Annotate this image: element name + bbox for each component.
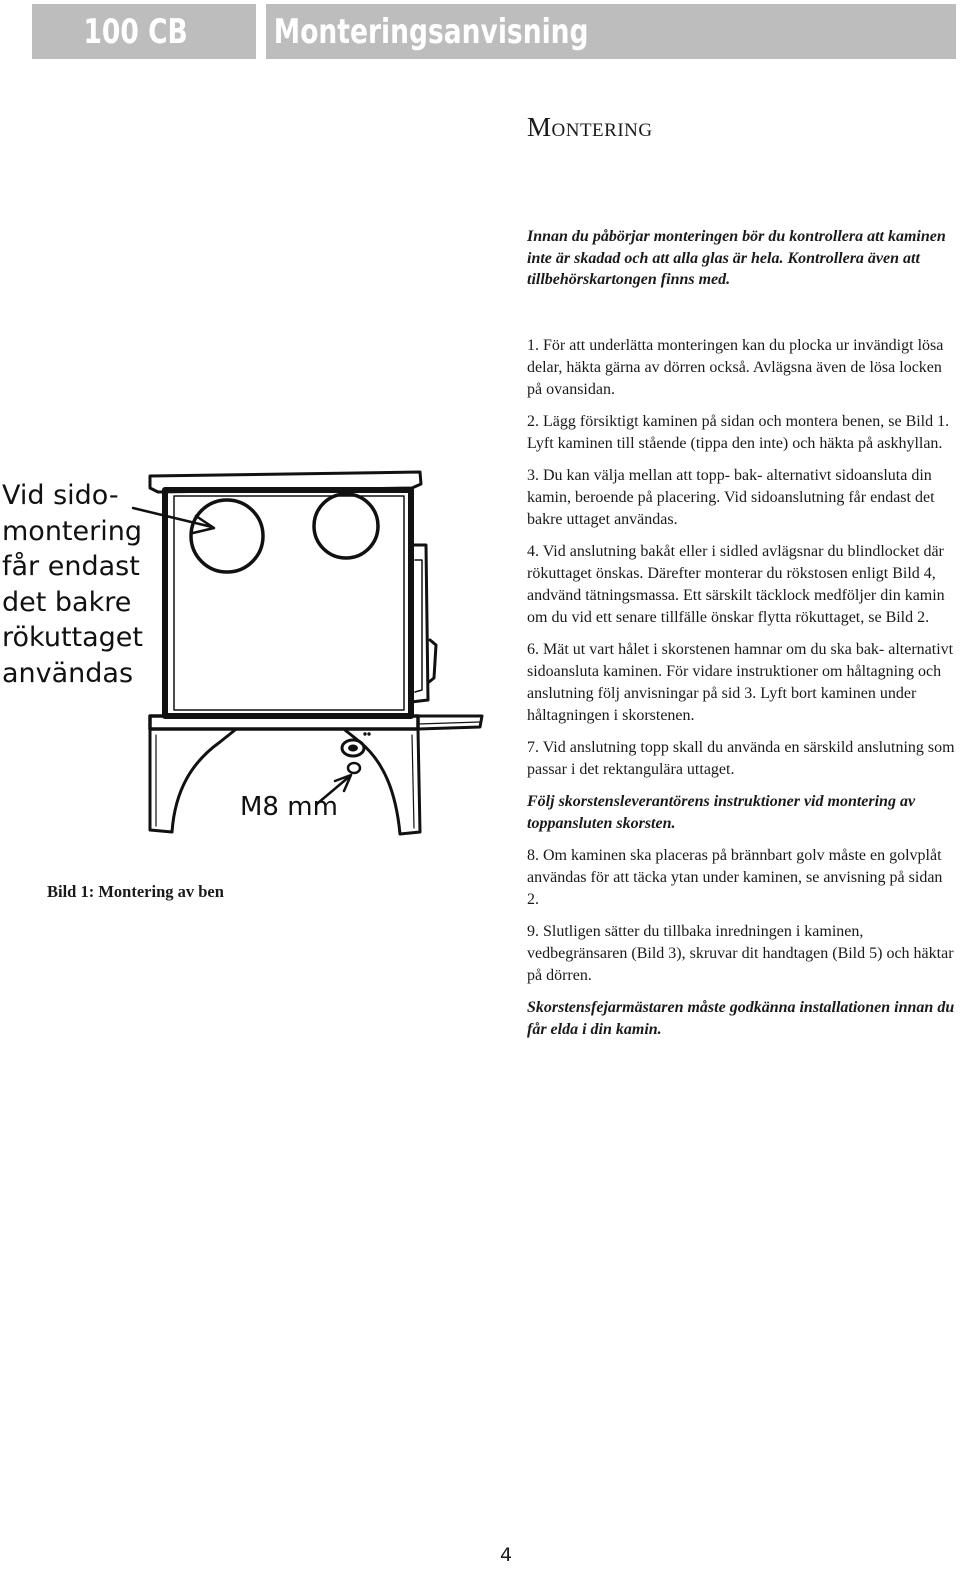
approval-note: Skorstensfejarmästaren måste godkänna installationen innan du får elda i din kamin.	[527, 999, 955, 1038]
callout-line: rökuttaget	[2, 622, 143, 653]
step-8: 8. Om kaminen ska placeras på brännbart golv måste en golvplåt användas för att täcka ytan under kaminen, se anvisning på sidan 2.	[527, 847, 943, 908]
callout-line: Vid sido-	[2, 480, 119, 511]
step-7: 7. Vid anslutning topp skall du använda en särskild anslutning som passar i det rektangulära uttaget.	[527, 739, 955, 778]
side-mount-callout	[2, 478, 152, 691]
chimney-note: Följ skorstensleverantörens instruktioner vid montering av toppansluten skorsten.	[527, 793, 916, 832]
bolt-size-label: M8 mm	[240, 792, 338, 822]
page-number: 4	[500, 1544, 513, 1566]
callout-line: användas	[2, 657, 134, 689]
section-title: Montering	[527, 112, 653, 142]
intro-paragraph: Innan du påbörjar monteringen bör du kontrollera att kaminen inte är skadad och att alla glas är hela. Kontrollera även att tillbehörskartongen finns med.	[527, 228, 946, 288]
step-1: 1. För att underlätta monteringen kan du plocka ur invändigt lösa delar, häkta gärna av dörren också. Avlägsna även de lösa locken på ovansidan.	[527, 337, 944, 398]
header-title: Monteringsanvisning	[273, 12, 589, 52]
step-9: 9. Slutligen sätter du tillbaka inredningen i kaminen, vedbegränsaren (Bild 3), skruvar dit handtagen (Bild 5) och häktar på dörren.	[527, 923, 954, 984]
callout-line: det bakre	[2, 586, 132, 618]
header-title-bar	[266, 4, 956, 59]
step-3: 3. Du kan välja mellan att topp- bak- alternativt sidoansluta din kamin, beroende på placering. Vid sidoanslutning får endast det bakre uttaget användas.	[527, 467, 935, 528]
step-2: 2. Lägg försiktigt kaminen på sidan och montera benen, se Bild 1. Lyft kaminen till stående (tippa den inte) och häkta på askhyllan.	[527, 413, 950, 452]
callout-line: får endast	[2, 551, 140, 582]
callout-line: montering	[2, 515, 142, 547]
header-model-bar	[32, 4, 256, 59]
figure-caption: Bild 1: Montering av ben	[47, 882, 224, 901]
step-6: 6. Mät ut vart hålet i skorstenen hamnar om du ska bak- alternativt sidoansluta kaminen. För vidare instruktioner om håltagning och anslutning följ anvisningar på sid 3. Lyft bort kaminen under håltagningen i skorstenen.	[527, 641, 954, 724]
instruction-steps	[527, 335, 955, 1051]
header-model: 100 CB	[83, 12, 188, 52]
step-4: 4. Vid anslutning bakåt eller i sidled avlägsnar du blindlocket där rökuttaget önskas. Därefter monterar du rökstosen enligt Bild 4, andvänd tätningsmassa. Ett särskilt täcklock medföljer din kamin om du vid ett senare tillfälle önskar flytta rökuttaget, se Bild 2.	[527, 543, 945, 626]
